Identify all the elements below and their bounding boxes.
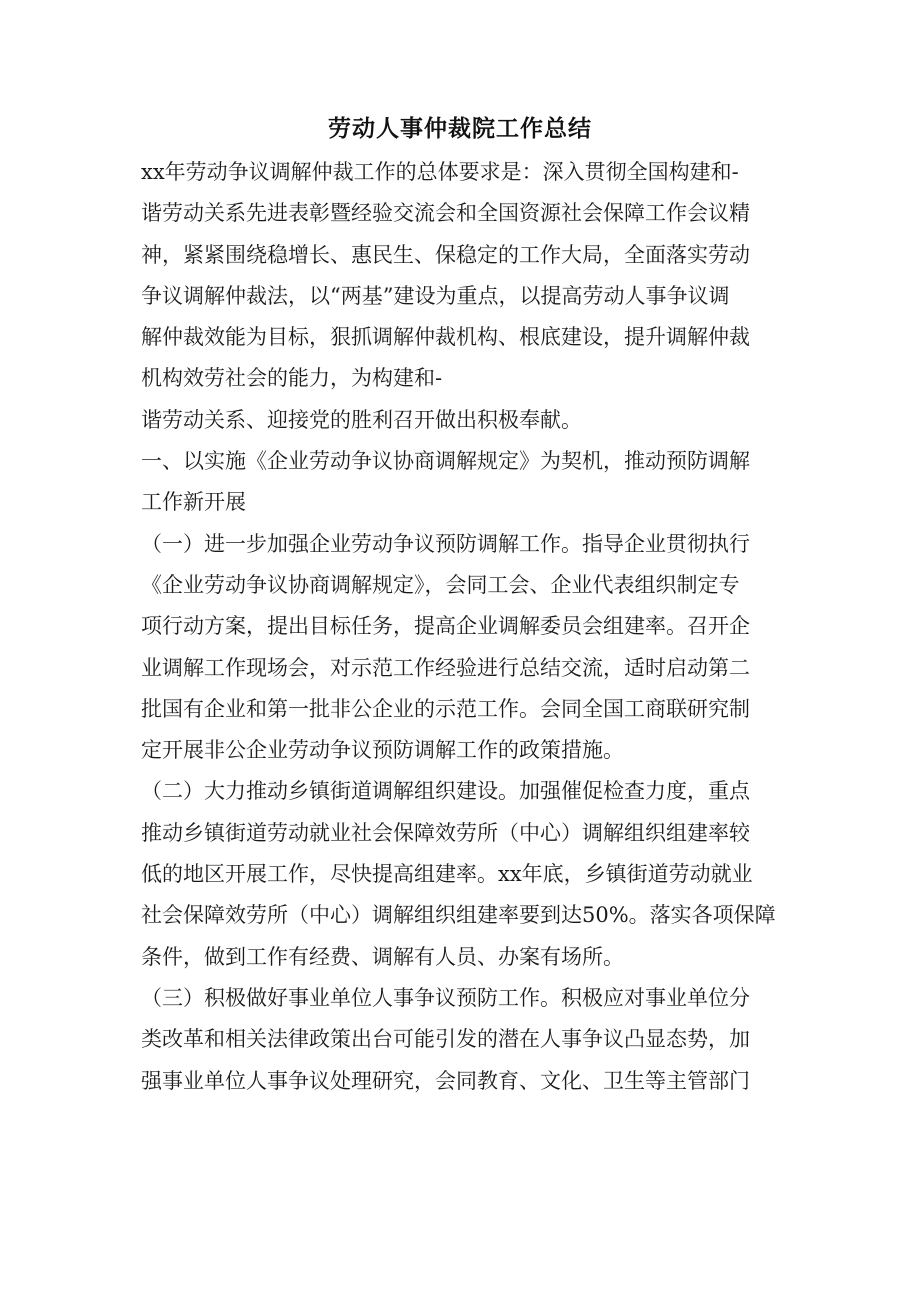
- body-line: 社会保障效劳所（中心）调解组织组建率要到达50%。落实各项保障: [141, 903, 776, 928]
- document-body: [141, 152, 801, 1102]
- body-line: xx年劳动争议调解仲裁工作的总体要求是：深入贯彻全国构建和-: [141, 160, 739, 184]
- body-line: 一、以实施《企业劳动争议协商调解规定》为契机，推动预防调解: [141, 449, 750, 474]
- body-line: 强事业单位人事争议处理研究，会同教育、文化、卫生等主管部门: [141, 1068, 750, 1093]
- body-line: （二）大力推动乡镇街道调解组织建设。加强催促检查力度，重点: [141, 779, 750, 804]
- body-line: 批国有企业和第一批非公企业的示范工作。会同全国工商联研究制: [141, 696, 750, 721]
- body-line: 业调解工作现场会，对示范工作经验进行总结交流，适时启动第二: [141, 655, 750, 680]
- body-line: 解仲裁效能为目标，狠抓调解仲裁机构、根底建设，提升调解仲裁: [141, 325, 750, 350]
- body-line: 推动乡镇街道劳动就业社会保障效劳所（中心）调解组织组建率较: [141, 820, 750, 845]
- body-line: 神，紧紧围绕稳增长、惠民生、保稳定的工作大局，全面落实劳动: [141, 242, 750, 267]
- body-line: （一）进一步加强企业劳动争议预防调解工作。指导企业贯彻执行: [141, 531, 750, 556]
- body-line: 工作新开展: [141, 490, 246, 515]
- body-line: 《企业劳动争议协商调解规定》，会同工会、企业代表组织制定专: [141, 572, 740, 597]
- body-line: （三）积极做好事业单位人事争议预防工作。积极应对事业单位分: [141, 985, 750, 1010]
- body-line: 条件，做到工作有经费、调解有人员、办案有场所。: [141, 944, 624, 969]
- body-line: 低的地区开展工作，尽快提高组建率。xx年底，乡镇街道劳动就业: [141, 862, 753, 887]
- body-line: 定开展非公企业劳动争议预防调解工作的政策措施。: [141, 738, 624, 763]
- body-line: 类改革和相关法律政策出台可能引发的潜在人事争议凸显态势，加: [141, 1027, 750, 1052]
- document-title: 劳动人事仲裁院工作总结: [328, 115, 592, 142]
- body-line: 机构效劳社会的能力，为构建和-: [141, 366, 443, 391]
- body-line: 谐劳动关系先进表彰暨经验交流会和全国资源社会保障工作会议精: [141, 201, 750, 226]
- body-line: 谐劳动关系、迎接党的胜利召开做出积极奉献。: [141, 407, 582, 432]
- body-line: 争议调解仲裁法，以“两基”建设为重点，以提高劳动人事争议调: [141, 283, 730, 308]
- body-line: 项行动方案，提出目标任务，提高企业调解委员会组建率。召开企: [141, 614, 750, 639]
